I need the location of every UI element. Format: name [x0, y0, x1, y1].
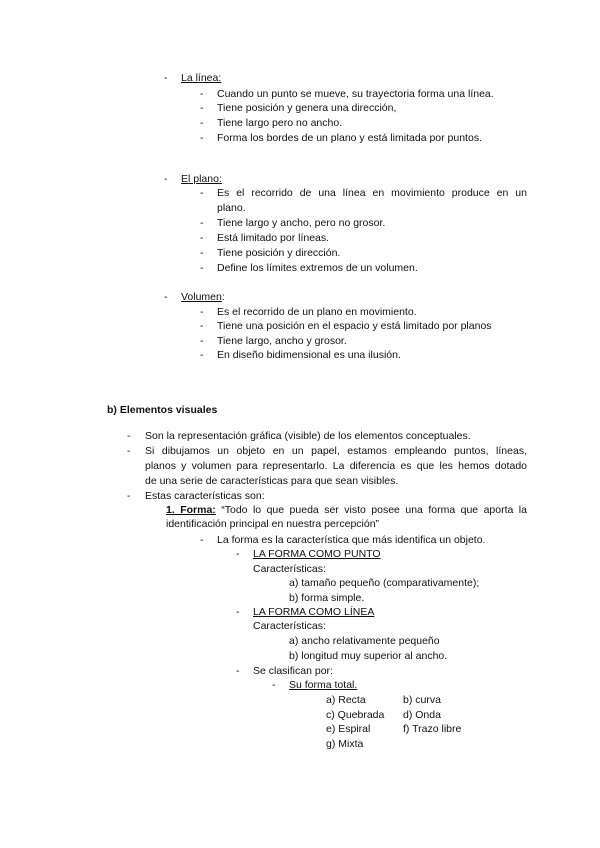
- linea-item: Forma los bordes de un plano y está limitada por puntos.: [217, 132, 482, 144]
- bullet-dash: -: [164, 291, 168, 303]
- linea-forma-item: b) longitud muy superior al ancho.: [289, 650, 448, 662]
- bullet-dash: -: [200, 232, 204, 244]
- plano-item: Está limitado por líneas.: [217, 232, 330, 244]
- bullet-dash: -: [272, 679, 276, 691]
- volumen-title-line: [181, 291, 225, 304]
- bullet-dash: -: [127, 445, 131, 457]
- tipo-item: b) curva: [403, 694, 441, 706]
- linea-title: La línea:: [181, 72, 222, 84]
- volumen-item: Tiene una posición en el espacio y está limitado por planos: [217, 320, 492, 332]
- paragraph-cont: de una serie de características para que sean visibles.: [145, 475, 399, 487]
- punto-item: a) tamaño pequeño (comparativamente);: [289, 577, 480, 589]
- bullet-dash: -: [200, 262, 204, 274]
- bullet-dash: -: [164, 173, 168, 185]
- punto-caracteristicas: Características:: [253, 563, 326, 575]
- linea-item: Cuando un punto se mueve, su trayectoria forma una línea.: [217, 88, 494, 100]
- plano-item-cont: plano.: [217, 202, 246, 214]
- tipo-item: e) Espiral: [326, 723, 371, 735]
- punto-title: LA FORMA COMO PUNTO: [253, 548, 381, 560]
- forma-label: 1. Forma:: [166, 504, 216, 516]
- tipo-item: d) Onda: [403, 709, 441, 721]
- bullet-dash: -: [127, 430, 131, 442]
- volumen-title: Volumen: [181, 291, 222, 303]
- bullet-dash: -: [200, 306, 204, 318]
- linea-forma-title: LA FORMA COMO LÍNEA: [253, 606, 375, 618]
- bullet-dash: -: [236, 606, 240, 618]
- paragraph: Son la representación gráfica (visible) de los elementos conceptuales.: [145, 430, 471, 442]
- volumen-item: Tiene largo, ancho y grosor.: [217, 335, 347, 347]
- plano-item: Tiene largo y ancho, pero no grosor.: [217, 217, 386, 229]
- forma-line: [166, 504, 527, 517]
- bullet-dash: -: [164, 72, 168, 84]
- bullet-dash: -: [200, 132, 204, 144]
- linea-caracteristicas: Características:: [253, 620, 326, 632]
- bullet-dash: -: [200, 247, 204, 259]
- plano-item: Es el recorrido de una línea en movimiento produce en un: [217, 187, 527, 199]
- tipo-item: a) Recta: [326, 694, 366, 706]
- bullet-dash: -: [236, 665, 240, 677]
- linea-item: Tiene posición y genera una dirección,: [217, 102, 397, 114]
- plano-item: Define los límites extremos de un volumen.: [217, 262, 418, 274]
- plano-title: El plano:: [181, 173, 222, 185]
- bullet-dash: -: [200, 349, 204, 361]
- volumen-item: Es el recorrido de un plano en movimiento.: [217, 306, 417, 318]
- punto-item: b) forma simple.: [289, 592, 365, 604]
- bullet-dash: -: [200, 88, 204, 100]
- linea-item: Tiene largo pero no ancho.: [217, 117, 343, 129]
- forma-definition: La forma es la característica que más identifica un objeto.: [217, 534, 486, 546]
- volumen-item: En diseño bidimensional es una ilusión.: [217, 349, 401, 361]
- bullet-dash: -: [236, 548, 240, 560]
- linea-forma-item: a) ancho relativamente pequeño: [289, 635, 440, 647]
- tipo-item: f) Trazo libre: [403, 723, 462, 735]
- paragraph-cont: planos y volumen para representarlo. La diferencia es que les hemos dotado: [145, 460, 527, 472]
- bullet-dash: -: [200, 320, 204, 332]
- tipo-item: c) Quebrada: [326, 709, 385, 721]
- volumen-title-colon: :: [221, 291, 225, 303]
- forma-quote: “Todo lo que pueda ser visto posee una forma que aporta la: [215, 504, 527, 516]
- bullet-dash: -: [200, 217, 204, 229]
- clasifican-text: Se clasifican por:: [253, 665, 333, 677]
- forma-quote-cont: identificación principal en nuestra percepción”: [166, 518, 380, 530]
- bullet-dash: -: [200, 102, 204, 114]
- bullet-dash: -: [200, 117, 204, 129]
- plano-item: Tiene posición y dirección.: [217, 247, 341, 259]
- bullet-dash: -: [200, 187, 204, 199]
- su-forma-title: Su forma total.: [289, 679, 358, 691]
- paragraph: Si dibujamos un objeto en un papel, estamos empleando puntos, líneas,: [145, 445, 527, 457]
- bullet-dash: -: [200, 335, 204, 347]
- section-heading: b) Elementos visuales: [107, 404, 218, 416]
- bullet-dash: -: [200, 534, 204, 546]
- paragraph: Estas características son:: [145, 490, 265, 502]
- bullet-dash: -: [127, 490, 131, 502]
- tipo-item: g) Mixta: [326, 738, 364, 750]
